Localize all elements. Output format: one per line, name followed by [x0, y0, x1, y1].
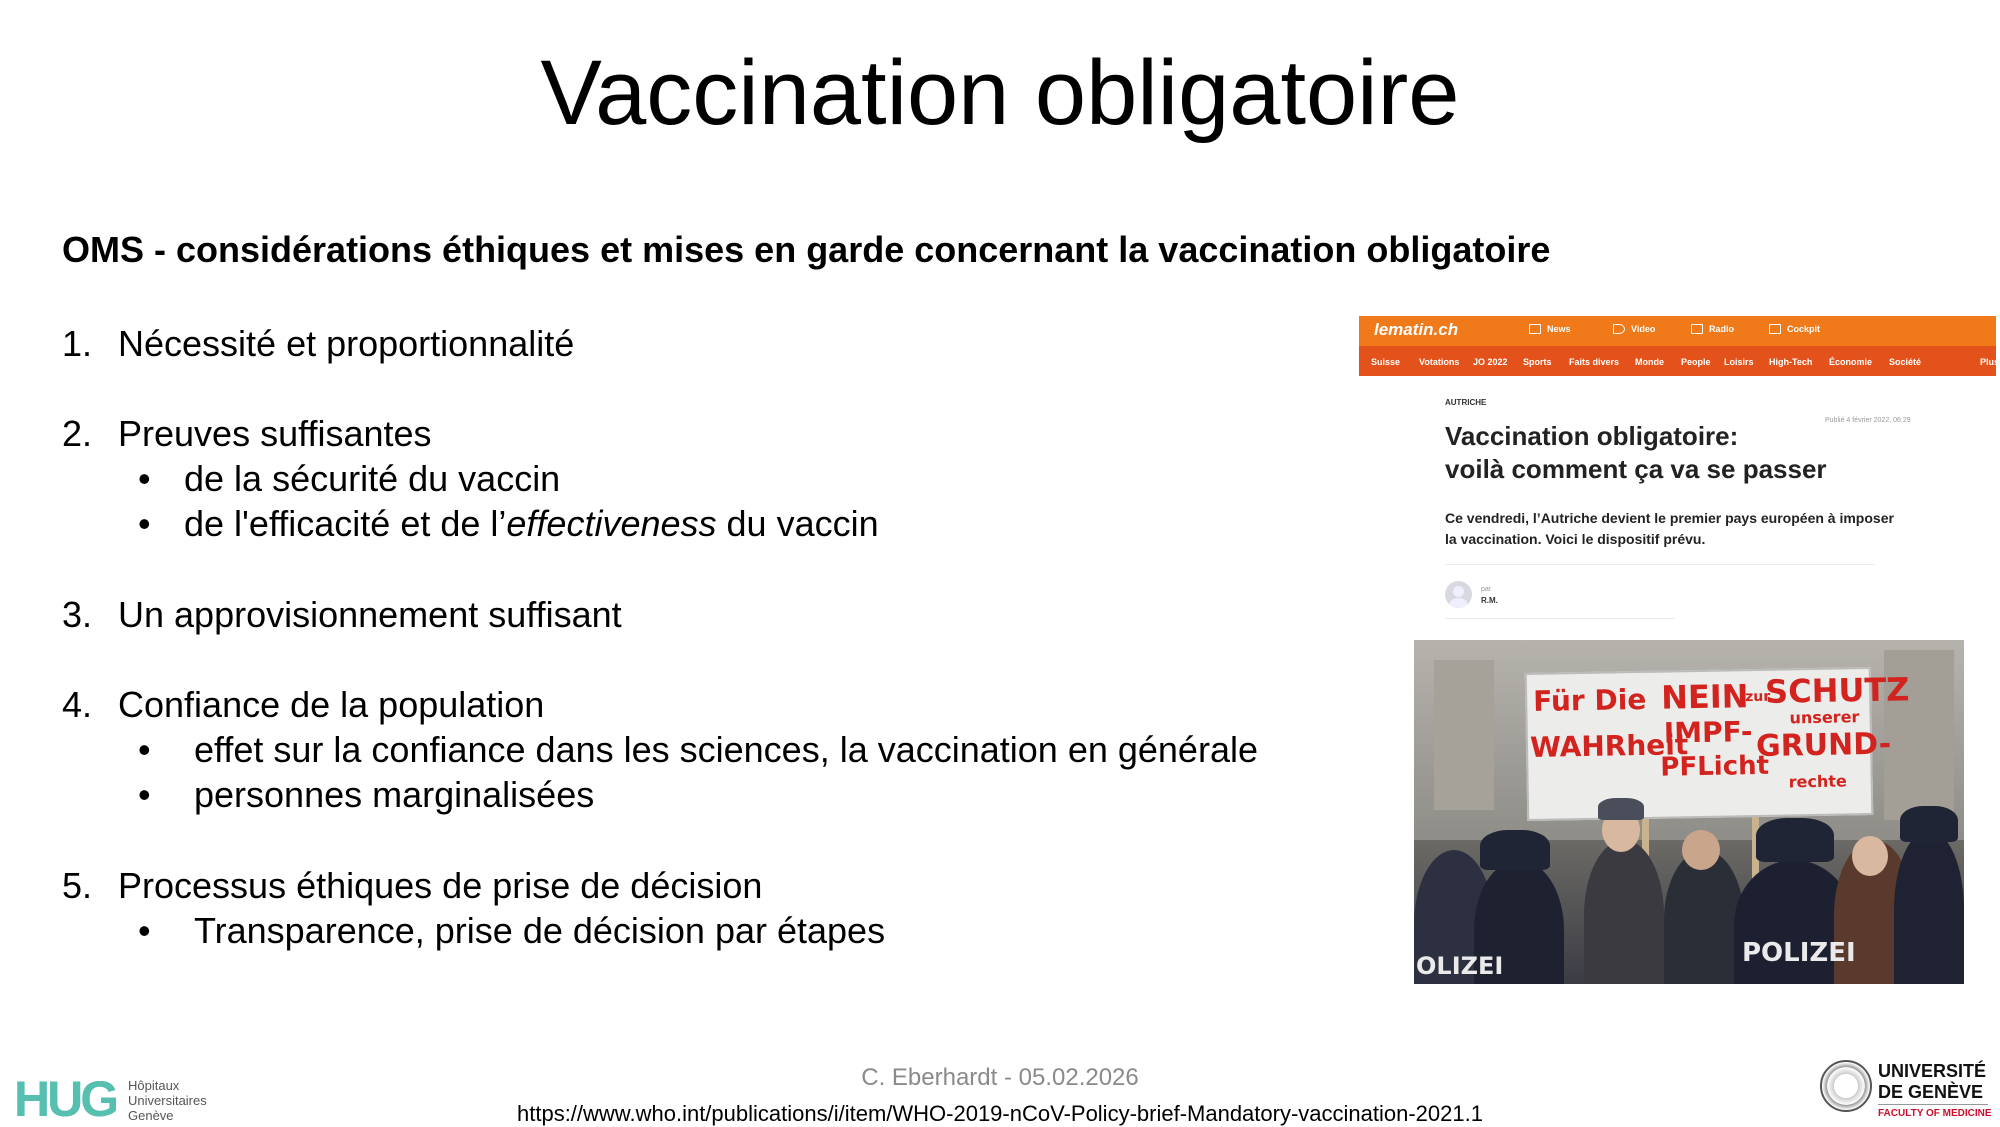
bullet-glyph: • — [138, 729, 151, 770]
site-nav — [1359, 346, 2000, 376]
nav-item: Sports — [1523, 357, 1552, 367]
bullet-glyph: • — [138, 774, 151, 815]
nav-item: Société — [1889, 357, 1922, 367]
unige-seal-icon — [1820, 1060, 1872, 1112]
divider — [1878, 1104, 1988, 1105]
slide-title: Vaccination obligatoire — [540, 42, 1460, 144]
nav-item: High-Tech — [1769, 357, 1813, 367]
item-text: Processus éthiques de prise de décision — [118, 865, 763, 906]
radio-icon — [1691, 324, 1703, 334]
item-number: 5. — [62, 865, 93, 906]
article-kicker: AUTRICHE — [1445, 398, 1487, 407]
crowd-person — [1664, 850, 1744, 984]
author-avatar-icon — [1445, 581, 1472, 608]
site-header — [1359, 316, 1996, 346]
menu-item-cockpit: Cockpit — [1769, 324, 1820, 334]
police-label: POLIZEI — [1742, 938, 1856, 968]
police-cap — [1900, 806, 1958, 842]
site-logo: lematin.ch — [1374, 320, 1459, 339]
nav-item: Plus — [1980, 357, 2000, 367]
bullet-text: Transparence, prise de décision par étapes — [194, 910, 886, 951]
police-officer — [1894, 830, 1964, 984]
divider — [1445, 564, 1875, 565]
byline-prefix: par — [1481, 586, 1492, 593]
bullet-text: de la sécurité du vaccin — [184, 458, 561, 499]
bullet-text: de l'efficacité et de l’effectiveness du vaccin — [184, 503, 879, 544]
divider — [1445, 618, 1675, 619]
menu-item-video: Video — [1613, 324, 1655, 334]
protest-sign: Für Die WAHRheit NEIN zur IMPF- PFLicht SCHUTZ unserer GRUND- rechte — [1525, 667, 1874, 821]
slide-subtitle: OMS - considérations éthiques et mises en garde concernant la vaccination obligatoire — [62, 229, 1551, 270]
unige-faculty: FACULTY OF MEDICINE — [1878, 1108, 1992, 1119]
news-icon — [1529, 324, 1541, 334]
nav-item: Faits divers — [1569, 357, 1620, 367]
play-icon — [1613, 324, 1625, 334]
article-lead: Ce vendredi, l’Autriche devient le premier pays européen à imposer la vaccination. Voici le dispositif prévu. — [1445, 510, 1894, 547]
nav-item: Suisse — [1371, 357, 1401, 367]
police-label: OLIZEI — [1416, 952, 1504, 980]
item-text: Preuves suffisantes — [118, 413, 432, 454]
item-text: Un approvisionnement suffisant — [118, 594, 622, 635]
footer-author-date: C. Eberhardt - 05.02.2026 — [861, 1064, 1139, 1091]
bullet-glyph: • — [138, 910, 151, 951]
item-text: Nécessité et proportionnalité — [118, 323, 575, 364]
crowd-person — [1584, 840, 1664, 984]
hug-logo: HUG — [14, 1071, 117, 1127]
police-cap — [1756, 818, 1834, 862]
nav-item: Économie — [1829, 357, 1873, 367]
nav-item: People — [1681, 357, 1711, 367]
beanie — [1598, 798, 1644, 820]
bullet-text: personnes marginalisées — [194, 774, 595, 815]
photo-building — [1434, 660, 1494, 810]
article-screenshot — [1359, 316, 2000, 986]
menu-item-radio: Radio — [1691, 324, 1734, 334]
source-url: https://www.who.int/publications/i/item/WHO-2019-nCoV-Policy-brief-Mandatory-vaccination-2021.1 — [517, 1101, 1483, 1126]
publish-date: Publié 4 février 2022, 06:29 — [1825, 417, 1911, 424]
item-number: 3. — [62, 594, 93, 635]
cockpit-icon — [1769, 324, 1781, 334]
nav-item: Loisirs — [1724, 357, 1754, 367]
article-headline: Vaccination obligatoire: voilà comment ça va se passer — [1445, 421, 1827, 484]
face — [1852, 836, 1888, 876]
hug-name: Hôpitaux Universitaires Genève — [128, 1078, 207, 1123]
item-text: Confiance de la population — [118, 684, 545, 725]
bullet-glyph: • — [138, 458, 151, 499]
item-number: 1. — [62, 323, 93, 364]
police-cap — [1480, 830, 1550, 870]
item-number: 2. — [62, 413, 93, 454]
bullet-glyph: • — [138, 503, 151, 544]
unige-name: UNIVERSITÉ DE GENÈVE — [1878, 1061, 1987, 1102]
face — [1682, 830, 1720, 870]
nav-item: Votations — [1419, 357, 1460, 367]
byline-author: R.M. — [1481, 596, 1498, 605]
article-photo — [1414, 640, 1964, 984]
bullet-text: effet sur la confiance dans les sciences, la vaccination en générale — [194, 729, 1258, 770]
nav-item: Monde — [1635, 357, 1664, 367]
item-number: 4. — [62, 684, 93, 725]
menu-item-news: News — [1529, 324, 1571, 334]
nav-item: JO 2022 — [1473, 357, 1508, 367]
